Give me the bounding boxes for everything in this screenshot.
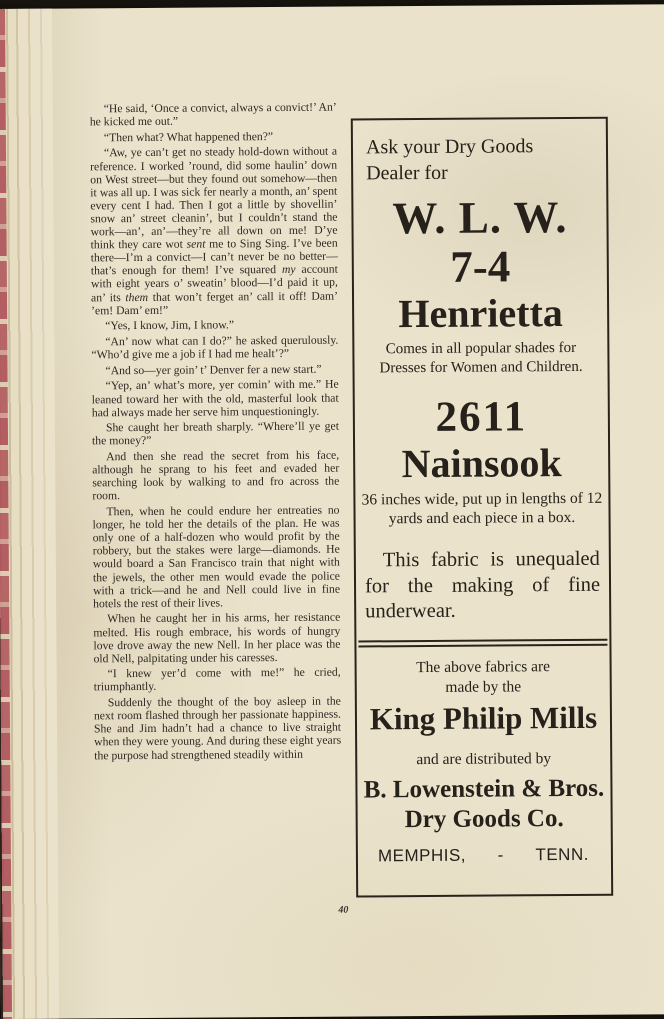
ad-brand-henrietta: Henrietta [398, 290, 563, 337]
story-column [90, 101, 342, 765]
ad-double-rule-divider [358, 639, 607, 648]
ad-brand-74: 7-4 [450, 241, 511, 293]
ad-king-philip-mills: King Philip Mills [369, 699, 598, 737]
ad-product-nainsook: Nainsook [401, 440, 562, 487]
ad-distributor-name-line2: Dry Goods Co. [404, 804, 564, 834]
advertisement-box [351, 117, 613, 898]
ad-location-line [378, 844, 589, 865]
ad-dash: - [497, 845, 504, 865]
story-paragraph: “Yep, an’ what’s more, yer comin’ with me.” He leaned toward her with the old, masterful look that had always made her serve him unquestioningly. [91, 378, 339, 419]
story-paragraph: “An’ now what can I do?” he asked querulously. “Who’d give me a job if I had me healt’?” [91, 333, 339, 362]
story-paragraph: “Yes, I know, Jim, I know.” [105, 318, 235, 333]
story-paragraph: “I knew yer’d come with me!” he cried, triumphantly. [93, 665, 341, 694]
story-paragraph: Then, when he could endure her entreaties no longer, he told her the details of the plan. He was only one of a half-dozen who would profit by the robbery, but the stakes were large—diamonds. He would board a San Francisco train that night with the jewels, the other men would evade the police with a trick—and he and Nell could live in fine hotels the rest of their lives. [92, 503, 341, 611]
ad-distributor-name: B. Lowenstein & Bros. [363, 774, 605, 804]
ad-made-by-text: The above fabrics are made by the [416, 658, 551, 696]
page-number: 40 [338, 904, 349, 916]
ad-state: TENN. [535, 844, 589, 864]
ad-brand-wlw: W. L. W. [392, 192, 568, 244]
story-paragraph: And then she read the secret from his face, although he sprang to his feet and evaded her searching look by walking to and fro across the room. [92, 448, 340, 503]
story-paragraph: She caught her breath sharply. “Where’ll ye get the money?” [91, 419, 339, 448]
story-paragraph: Suddenly the thought of the boy asleep in the next room flashed through her passionate happiness. She and Jim hadn’t had a chance to live straight when they were young. And during these eight years the purpose had strengthened steadily within [93, 694, 342, 762]
story-paragraph: “And so—yer goin’ t’ Denver fer a new start.” [105, 362, 322, 377]
story-paragraph: “Then what? What happened then?” [103, 129, 274, 145]
story-paragraph: “Aw, ye can’t get no steady hold-down without a reference. I worked ’round, did some haulin’ down on West street—but they found out somehow—then it was all up. I was sick fer nearly a month, an’ spent every cent I had. Then I got a little by shovellin’ snow an’ street cleanin’, but I couldn’t stand the work—an’, an’—they’re all down on me! D’ye think they care wot sent me to Sing Sing. I’ve been there—I’m a convict—I can’t never be no better—that’s enough for them! I’ve squared my account with eight years o’ sweatin’ blood—I’d paid it up, an’ its them that won’t ferget an’ call it off! Dam’ ’em! Dam’ em!” [90, 145, 339, 317]
magazine-page [0, 4, 664, 1019]
ad-city: MEMPHIS, [377, 845, 467, 865]
story-paragraph: When he caught her in his arms, her resistance melted. His rough embrace, his words of hungry love drove away the new Nell. In her place was the old Nell, palpitating under his caresses. [93, 611, 341, 666]
ad-intro-text: Ask your Dry Goods Dealer for [365, 135, 534, 184]
ad-distributed-by-text: and are distributed by [416, 750, 552, 769]
ad-nainsook-description: 36 inches wide, put up in lengths of 12 yards and each piece in a box. [361, 489, 603, 528]
ad-product-number-2611: 2611 [435, 393, 528, 441]
story-paragraph: “He said, ‘Once a convict, always a convict!’ An’ he kicked me out.” [89, 100, 337, 129]
ad-henrietta-description: Comes in all popular shades for Dresses for Women and Children. [379, 340, 583, 377]
ad-claim-text: This fabric is unequaled for the making of fine underwear. [364, 547, 601, 623]
